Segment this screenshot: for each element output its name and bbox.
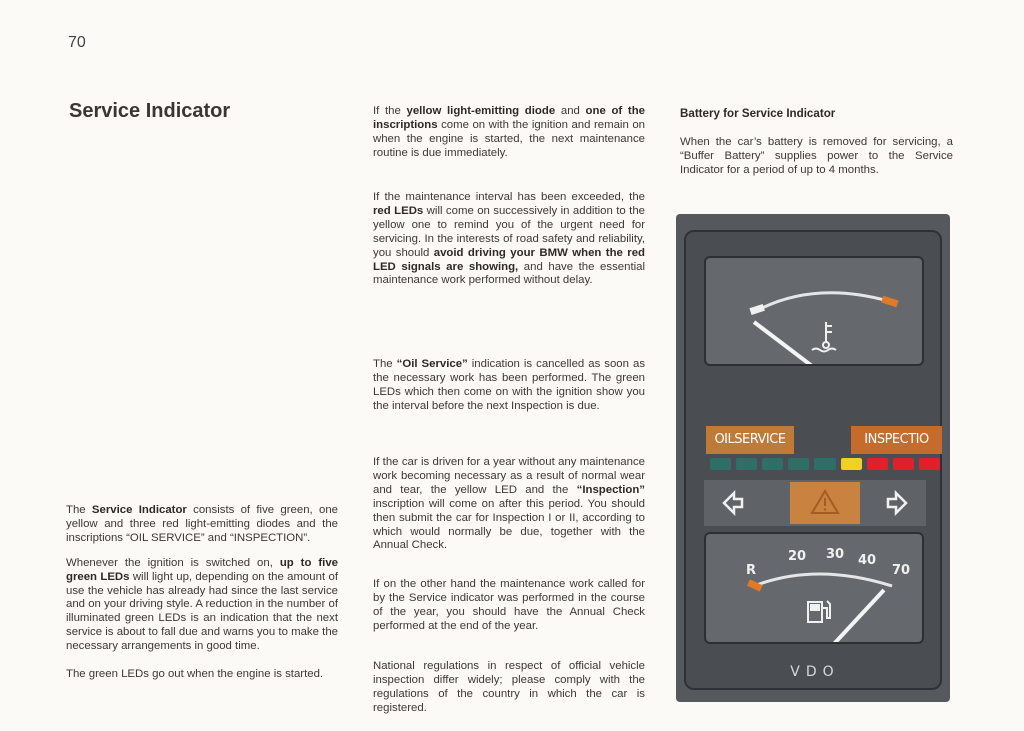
- scale-label-70: 70: [892, 563, 911, 578]
- scale-label-r: R: [746, 563, 757, 578]
- middle-column-block-6: [373, 660, 645, 716]
- coolant-temperature-gauge: [704, 256, 924, 366]
- middle-paragraph-3: The “Oil Service” indication is cancelled as soon as the necessary work has been performed. The green LEDs which then come on with the ignition show you the interval before the next Inspection is due.: [373, 358, 646, 412]
- hazard-warning-box: [790, 482, 860, 524]
- battery-heading: Battery for Service Indicator: [680, 107, 836, 120]
- middle-column-block-2: [373, 191, 645, 288]
- left-paragraph-3: The green LEDs go out when the engine is started.: [66, 668, 324, 681]
- middle-column-block-3: [373, 358, 645, 414]
- left-paragraph-1: The Service Indicator consists of five green, one yellow and three red light-emitting diodes and the inscriptions “OIL SERVICE” and “INSPECTION”.: [66, 504, 338, 544]
- economy-fuel-gauge: [704, 532, 924, 644]
- service-led-yellow: [841, 458, 862, 470]
- service-led-red: [867, 458, 888, 470]
- battery-paragraph: When the car’s battery is removed for servicing, a “Buffer Battery” supplies power to the Service Indicator for a period of up to 4 months.: [680, 136, 953, 176]
- vdo-brand-logo: VDO: [790, 664, 840, 680]
- right-column: [680, 136, 953, 178]
- turn-signal-row: [704, 480, 926, 526]
- coolant-needle: [754, 322, 812, 364]
- page-title: Service Indicator: [69, 100, 231, 122]
- right-arrow-icon: [886, 490, 908, 516]
- middle-paragraph-6: National regulations in respect of official vehicle inspection differ widely; please comply with the regulations of the country in which the car is registered.: [373, 660, 645, 714]
- left-paragraph-2: Whenever the ignition is switched on, up to five green LEDs will light up, depending on the amount of use the vehicle has already had since the last service and on your driving style. A reduction in the number of illuminated green LEDs is an indication that the next service is about to fall due and warns you to make the necessary arrangements in good time.: [66, 556, 338, 653]
- economy-needle: [832, 590, 884, 642]
- instrument-bezel: [684, 230, 942, 690]
- service-indicator-instrument: [676, 214, 950, 702]
- oil-service-label: OILSERVICE: [706, 426, 794, 454]
- service-led-green: [736, 458, 757, 470]
- inspection-label: INSPECTIO: [851, 426, 942, 454]
- scale-label-40: 40: [858, 553, 877, 568]
- middle-column-block-5: [373, 578, 645, 634]
- economy-scale-reserve-mark: [747, 579, 763, 591]
- left-column: [66, 504, 338, 682]
- coolant-temperature-icon: [812, 322, 836, 352]
- middle-column-block-4: [373, 456, 645, 553]
- service-led-green: [814, 458, 835, 470]
- fuel-pump-icon: [808, 601, 830, 622]
- economy-gauge-face: [706, 534, 922, 642]
- service-led-green: [762, 458, 783, 470]
- coolant-scale-cold-mark: [749, 304, 764, 315]
- hazard-warning-icon: [810, 488, 840, 516]
- coolant-scale-hot-mark: [881, 296, 898, 308]
- coolant-scale-arc: [758, 293, 892, 310]
- service-led-green: [710, 458, 731, 470]
- middle-paragraph-4: If the car is driven for a year without any maintenance work becoming necessary as a result of normal wear and tear, the yellow LED and the “Inspection” inscription will come on after this period. You should then submit the car for Inspection I or II, according to which would normally be due, together with the Annual Check.: [373, 456, 645, 552]
- service-led-row: [710, 458, 940, 472]
- service-led-red: [893, 458, 914, 470]
- middle-paragraph-2: If the maintenance interval has been exceeded, the red LEDs will come on successively in addition to the yellow one to remind you of the urgent need for servicing. In the interests of road safety and reliability, you should avoid driving your BMW when the red LED signals are showing, and have the essential maintenance work performed without delay.: [373, 191, 646, 287]
- scale-label-30: 30: [826, 547, 845, 562]
- middle-paragraph-1: If the yellow light-emitting diode and one of the inscriptions come on with the ignition and remain on when the engine is started, the next maintenance routine is due immediately.: [373, 105, 645, 159]
- left-arrow-icon: [722, 490, 744, 516]
- economy-scale-arc: [754, 574, 892, 586]
- service-led-red: [919, 458, 940, 470]
- service-led-green: [788, 458, 809, 470]
- middle-column-block-1: [373, 105, 645, 161]
- service-label-strip: [706, 426, 942, 454]
- middle-paragraph-5: If on the other hand the maintenance work called for by the Service indicator was performed in the course of the year, you should have the Annual Check performed at the end of the year.: [373, 578, 645, 632]
- scale-label-20: 20: [788, 549, 807, 564]
- coolant-gauge-face: [706, 258, 922, 364]
- page-number: 70: [68, 34, 86, 51]
